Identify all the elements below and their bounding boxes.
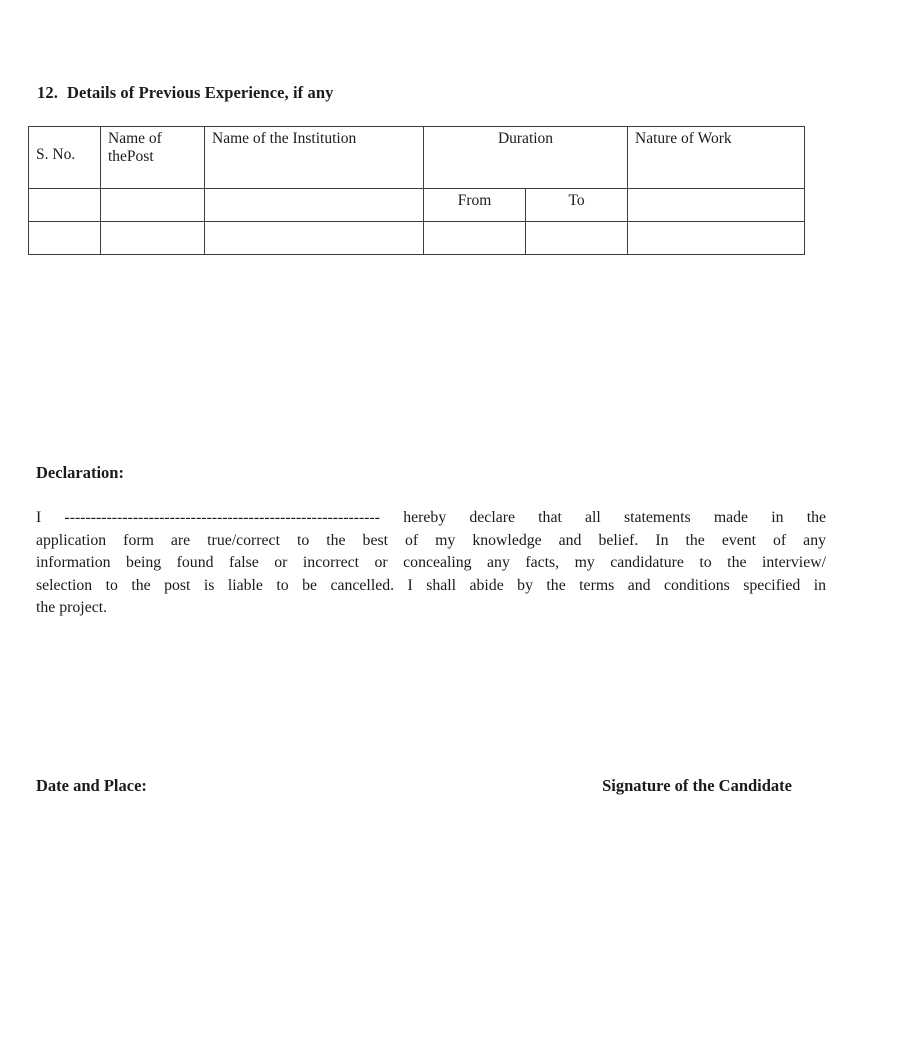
empty-cell	[424, 222, 526, 255]
subheader-from: From	[424, 189, 526, 222]
header-s-no: S. No.	[29, 127, 101, 189]
footer-signature-row	[36, 776, 792, 796]
declaration-heading: Declaration:	[36, 463, 124, 482]
empty-cell	[29, 222, 101, 255]
date-and-place-label: Date and Place:	[36, 776, 147, 795]
header-institution: Name of the Institution	[205, 127, 424, 189]
declaration-line: information being found false or incorrect or concealing any facts, my candidature to the interview/	[36, 554, 826, 571]
previous-experience-table	[28, 126, 805, 255]
section-number: 12.	[37, 83, 58, 102]
empty-cell	[29, 189, 101, 222]
declaration-line: the project.	[36, 599, 108, 616]
table-row	[29, 222, 805, 255]
section-title: Details of Previous Experience, if any	[66, 83, 334, 102]
empty-cell	[526, 222, 628, 255]
section-heading	[37, 83, 333, 103]
declaration-paragraph	[36, 507, 826, 620]
signature-label: Signature of the Candidate	[602, 776, 792, 795]
empty-cell	[205, 189, 424, 222]
table-header-row	[29, 127, 805, 189]
header-duration: Duration	[424, 127, 628, 189]
empty-cell	[205, 222, 424, 255]
header-name-of-post: Name of thePost	[101, 127, 205, 189]
empty-cell	[101, 189, 205, 222]
empty-cell	[101, 222, 205, 255]
declaration-line: application form are true/correct to the best of my knowledge and belief. In the event of any	[36, 531, 826, 549]
empty-cell	[628, 222, 805, 255]
declaration-line: selection to the post is liable to be cancelled. I shall abide by the terms and conditions specified in	[36, 576, 826, 594]
table-subheader-row	[29, 189, 805, 222]
declaration-line: I ------------------------------------------------------------ hereby declare that all statements made in the	[36, 509, 826, 526]
empty-cell	[628, 189, 805, 222]
header-nature-of-work: Nature of Work	[628, 127, 805, 189]
subheader-to: To	[526, 189, 628, 222]
